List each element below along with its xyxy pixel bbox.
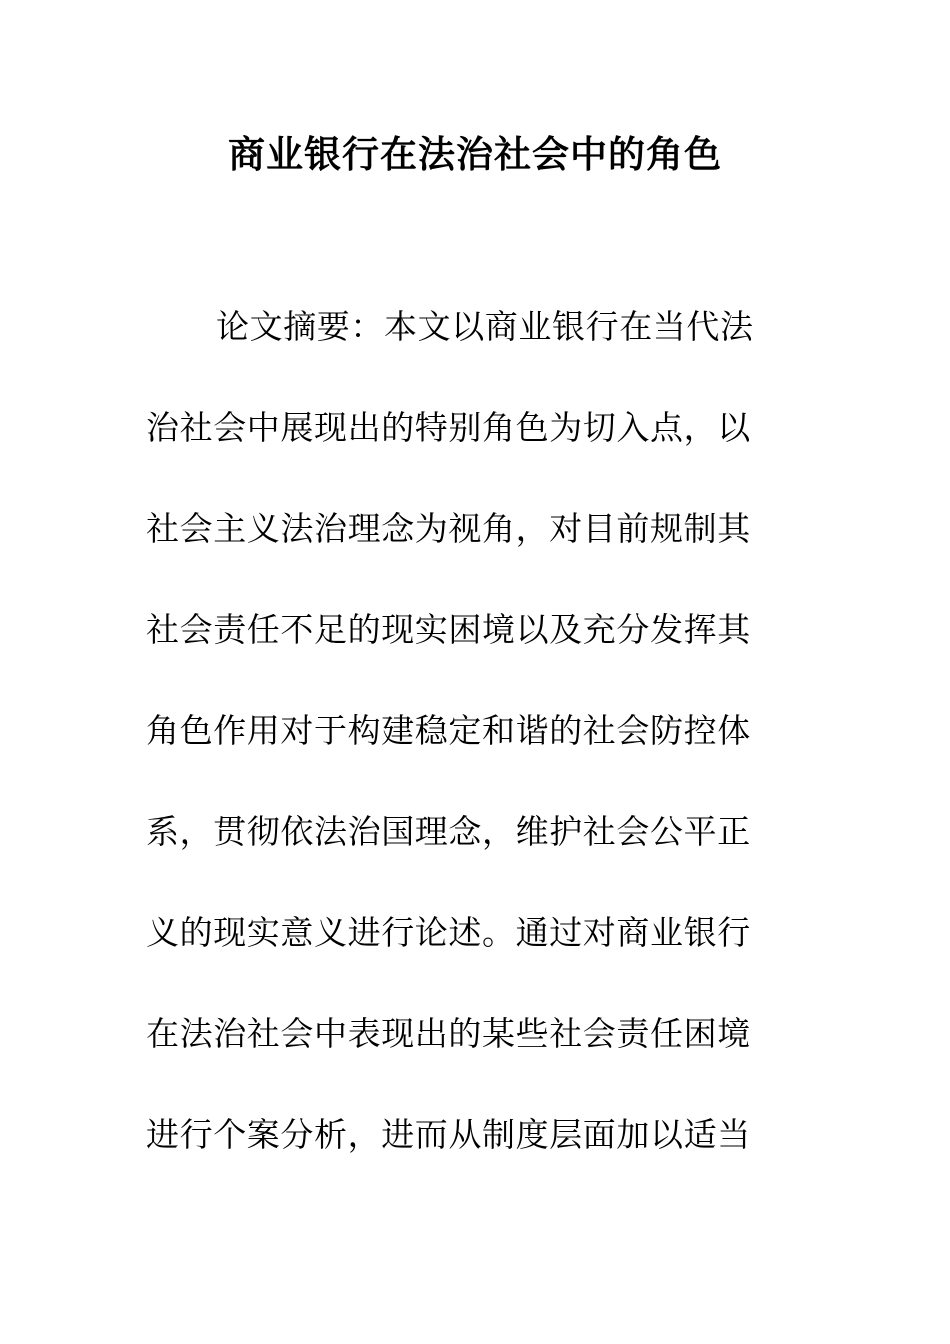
abstract-line: 在法治社会中表现出的某些社会责任困境: [146, 1014, 751, 1053]
abstract-paragraph: [146, 303, 786, 1212]
abstract-line: 角色作用对于构建稳定和谐的社会防控体: [146, 711, 751, 750]
abstract-line: 论文摘要：本文以商业银行在当代法: [216, 307, 754, 346]
abstract-line: 进行个案分析，进而从制度层面加以适当: [146, 1115, 751, 1154]
abstract-line: 社会责任不足的现实困境以及充分发挥其: [146, 610, 751, 649]
abstract-line: 社会主义法治理念为视角，对目前规制其: [146, 509, 751, 548]
abstract-line: 系，贯彻依法治国理念，维护社会公平正: [146, 812, 751, 851]
document-title: 商业银行在法治社会中的角色: [228, 132, 722, 176]
abstract-line: 治社会中展现出的特别角色为切入点，以: [146, 408, 751, 447]
abstract-line: 义的现实意义进行论述。通过对商业银行: [146, 913, 751, 952]
